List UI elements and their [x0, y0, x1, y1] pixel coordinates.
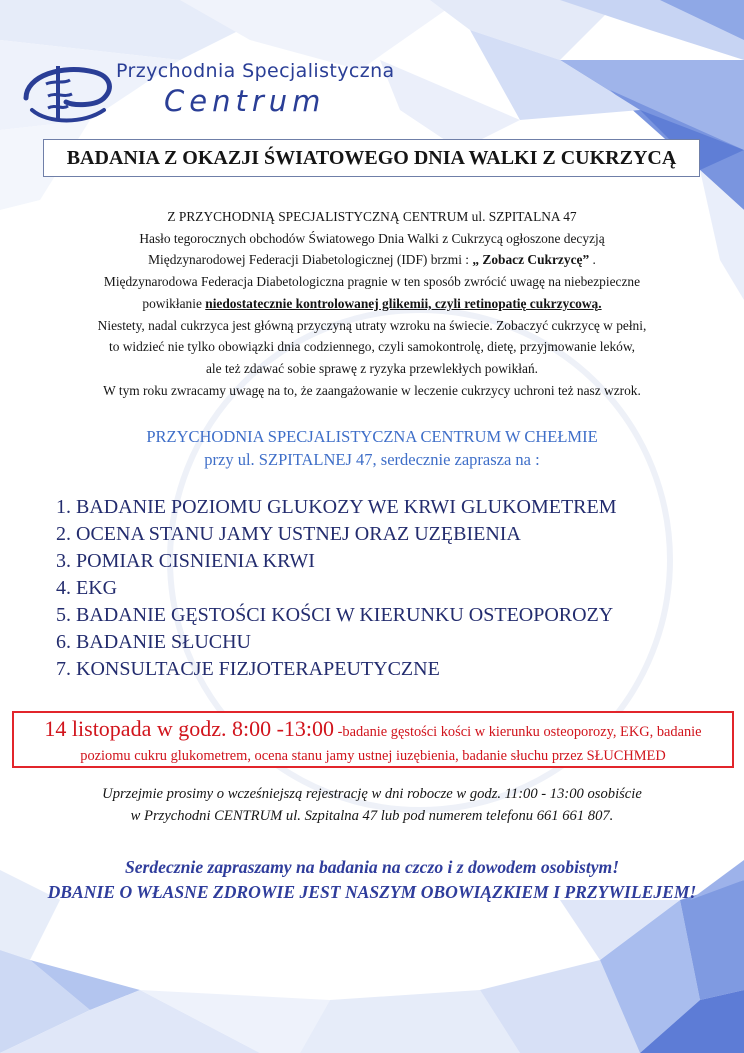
registration-line: w Przychodni CENTRUM ul. Szpitalna 47 lub pod numerem telefonu 661 661 807. [130, 808, 614, 824]
intro-text: . [589, 252, 596, 268]
registration-line: Uprzejmie prosimy o wcześniejszą rejestrację w dni robocze w godz. 11:00 - 13:00 osobiście [102, 786, 642, 802]
caduceus-swirl-icon [18, 54, 118, 134]
schedule-box [12, 711, 734, 768]
intro-line [20, 249, 724, 271]
invitation-line: PRZYCHODNIA SPECJALISTYCZNA CENTRUM W CHEŁMIE [146, 427, 598, 446]
invitation-heading [20, 426, 724, 471]
registration-note [20, 783, 724, 827]
clinic-name-line2: Centrum [164, 84, 326, 118]
intro-line: Hasło tegorocznych obchodów Światowego Dnia Walki z Cukrzycą ogłoszone decyzją [139, 230, 605, 246]
schedule-line [14, 715, 732, 746]
service-item: 6. BADANIE SŁUCHU [56, 631, 251, 653]
clinic-name-line1: Przychodnia Specjalistyczna [116, 60, 395, 82]
closing-line: Serdecznie zapraszamy na badania na czczo i z dowodem osobistym! [124, 857, 620, 877]
slogan-quote: „ Zobacz Cukrzycę” [472, 252, 590, 268]
service-item: 4. EKG [56, 577, 118, 599]
schedule-details: poziomu cukru glukometrem, ocena stanu jamy ustnej iuzębienia, badanie słuchu przez SŁUCHMED [80, 748, 666, 764]
clinic-logo [18, 54, 438, 134]
closing-message [4, 855, 740, 905]
retinopathy-highlight: niedostatecznie kontrolowanej glikemii, czyli retinopatię cukrzycową. [205, 295, 602, 311]
intro-text: powikłanie [142, 295, 206, 311]
service-item: 2. OCENA STANU JAMY USTNEJ ORAZ UZĘBIENIA [56, 523, 521, 545]
intro-line: W tym roku zwracamy uwagę na to, że zaangażowanie w leczenie cukrzycy uchroni też nasz wzrok. [103, 382, 641, 398]
closing-line: DBANIE O WŁASNE ZDROWIE JEST NASZYM OBOWIĄZKIEM I PRZYWILEJEM! [47, 882, 697, 902]
intro-line: ale też zdawać sobie sprawę z ryzyka przewlekłych powikłań. [205, 360, 538, 376]
page-title: BADANIA Z OKAZJI ŚWIATOWEGO DNIA WALKI Z CUKRZYCĄ [66, 146, 677, 169]
intro-line: Z PRZYCHODNIĄ SPECJALISTYCZNĄ CENTRUM ul. SZPITALNA 47 [167, 209, 577, 224]
service-item: 1. BADANIE POZIOMU GLUKOZY WE KRWI GLUKOMETREM [56, 496, 617, 518]
services-list [56, 494, 716, 683]
service-item: 7. KONSULTACJE FIZJOTERAPEUTYCZNE [56, 658, 440, 680]
intro-line: Niestety, nadal cukrzyca jest główną przyczyną utraty wzroku na świecie. Zobaczyć cukrzycę w pełni, [97, 317, 647, 333]
intro-text: Międzynarodowej Federacji Diabetologicznej (IDF) brzmi : [148, 252, 473, 268]
service-item: 3. POMIAR CISNIENIA KRWI [56, 550, 315, 572]
service-item: 5. BADANIE GĘSTOŚCI KOŚCI W KIERUNKU OSTEOPOROZY [56, 604, 614, 626]
invitation-line: przy ul. SZPITALNEJ 47, serdecznie zaprasza na : [204, 449, 540, 469]
intro-paragraph [20, 206, 724, 401]
intro-line: to widzieć nie tylko obowiązki dnia codziennego, czyli samokontrolę, dietę, przyjmowanie leków, [108, 339, 636, 355]
schedule-details: -badanie gęstości kości w kierunku osteoporozy, EKG, badanie [334, 724, 702, 740]
intro-line: Międzynarodowa Federacja Diabetologiczna pragnie w ten sposób zwrócić uwagę na niebezpieczne [103, 274, 641, 290]
title-frame [43, 139, 700, 177]
intro-line [20, 293, 724, 315]
schedule-date-time: 14 listopada w godz. 8:00 -13:00 [44, 716, 335, 741]
